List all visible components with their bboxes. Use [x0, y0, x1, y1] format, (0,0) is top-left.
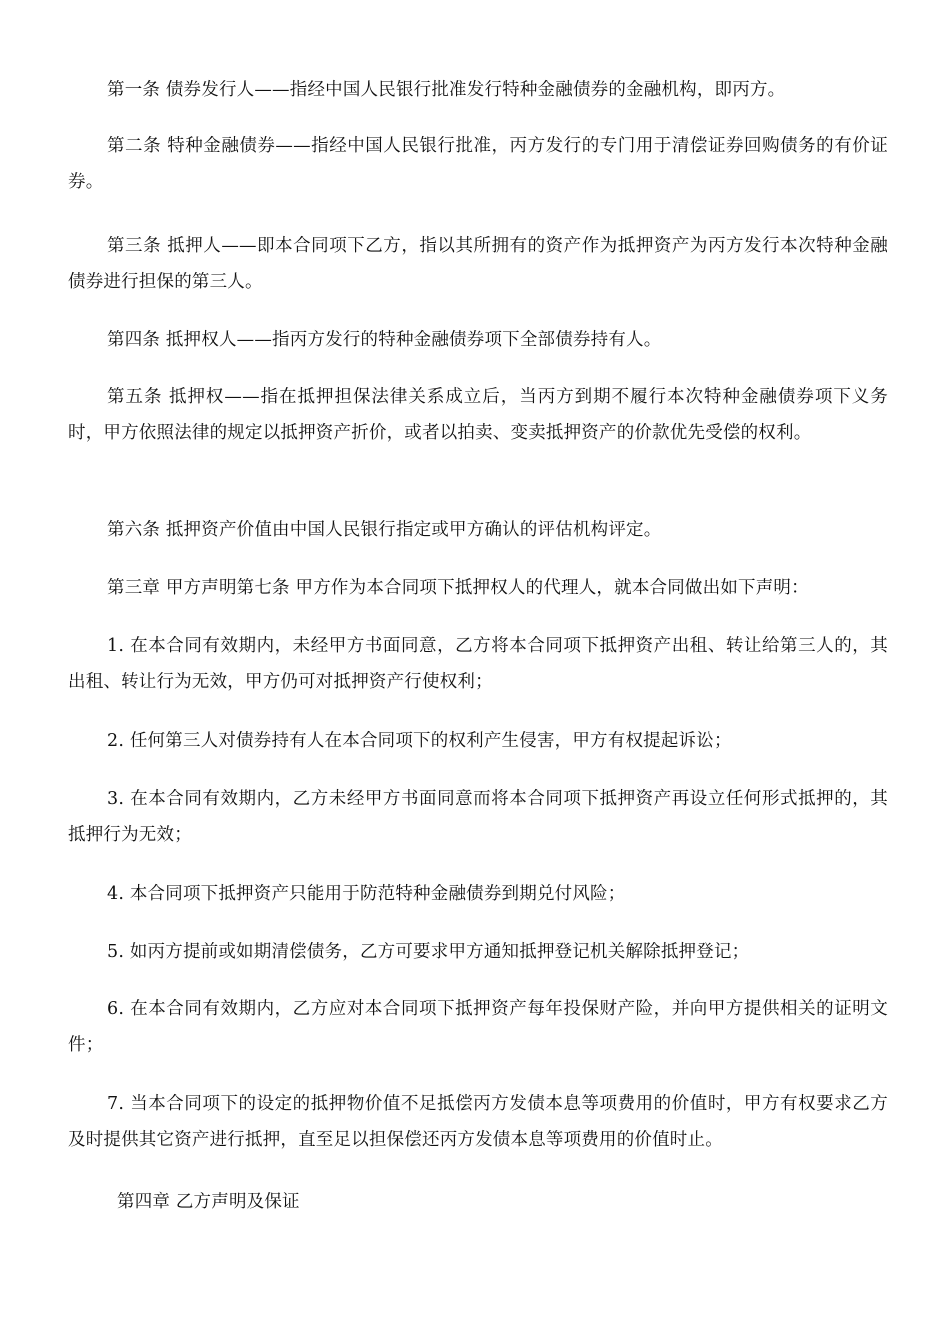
article-5: 第五条 抵押权——指在抵押担保法律关系成立后，当丙方到期不履行本次特种金融债券项下义务时，甲方依照法律的规定以抵押资产折价，或者以拍卖、变卖抵押资产的价款优先受偿的权利。 [68, 387, 888, 443]
article-3: 第三条 抵押人——即本合同项下乙方，指以其所拥有的资产作为抵押资产为丙方发行本次特种金融债券进行担保的第三人。 [68, 236, 888, 292]
declaration-item-4: 4. 本合同项下抵押资产只能用于防范特种金融债券到期兑付风险； [107, 884, 626, 904]
chapter-3-heading: 第三章 甲方声明第七条 甲方作为本合同项下抵押权人的代理人，就本合同做出如下声明： [107, 578, 809, 598]
declaration-item-5: 5. 如丙方提前或如期清偿债务，乙方可要求甲方通知抵押登记机关解除抵押登记； [107, 942, 750, 962]
declaration-item-7: 7. 当本合同项下的设定的抵押物价值不足抵偿丙方发债本息等项费用的价值时，甲方有权要求乙方及时提供其它资产进行抵押，直至足以担保偿还丙方发债本息等项费用的价值时止。 [68, 1094, 888, 1150]
chapter-4-heading: 第四章 乙方声明及保证 [117, 1192, 300, 1212]
article-1: 第一条 债券发行人——指经中国人民银行批准发行特种金融债券的金融机构，即丙方。 [107, 80, 786, 100]
article-6: 第六条 抵押资产价值由中国人民银行指定或甲方确认的评估机构评定。 [107, 520, 662, 540]
declaration-item-2: 2. 任何第三人对债券持有人在本合同项下的权利产生侵害，甲方有权提起诉讼； [107, 731, 732, 751]
declaration-item-1: 1. 在本合同有效期内，未经甲方书面同意，乙方将本合同项下抵押资产出租、转让给第三人的，其出租、转让行为无效，甲方仍可对抵押资产行使权利； [68, 636, 888, 692]
article-2: 第二条 特种金融债券——指经中国人民银行批准，丙方发行的专门用于清偿证券回购债务的有价证券。 [68, 136, 888, 192]
declaration-item-3: 3. 在本合同有效期内，乙方未经甲方书面同意而将本合同项下抵押资产再设立任何形式抵押的，其抵押行为无效； [68, 789, 888, 845]
article-4: 第四条 抵押权人——指丙方发行的特种金融债券项下全部债券持有人。 [107, 330, 662, 350]
declaration-item-6: 6. 在本合同有效期内，乙方应对本合同项下抵押资产每年投保财产险，并向甲方提供相关的证明文件； [68, 999, 888, 1055]
